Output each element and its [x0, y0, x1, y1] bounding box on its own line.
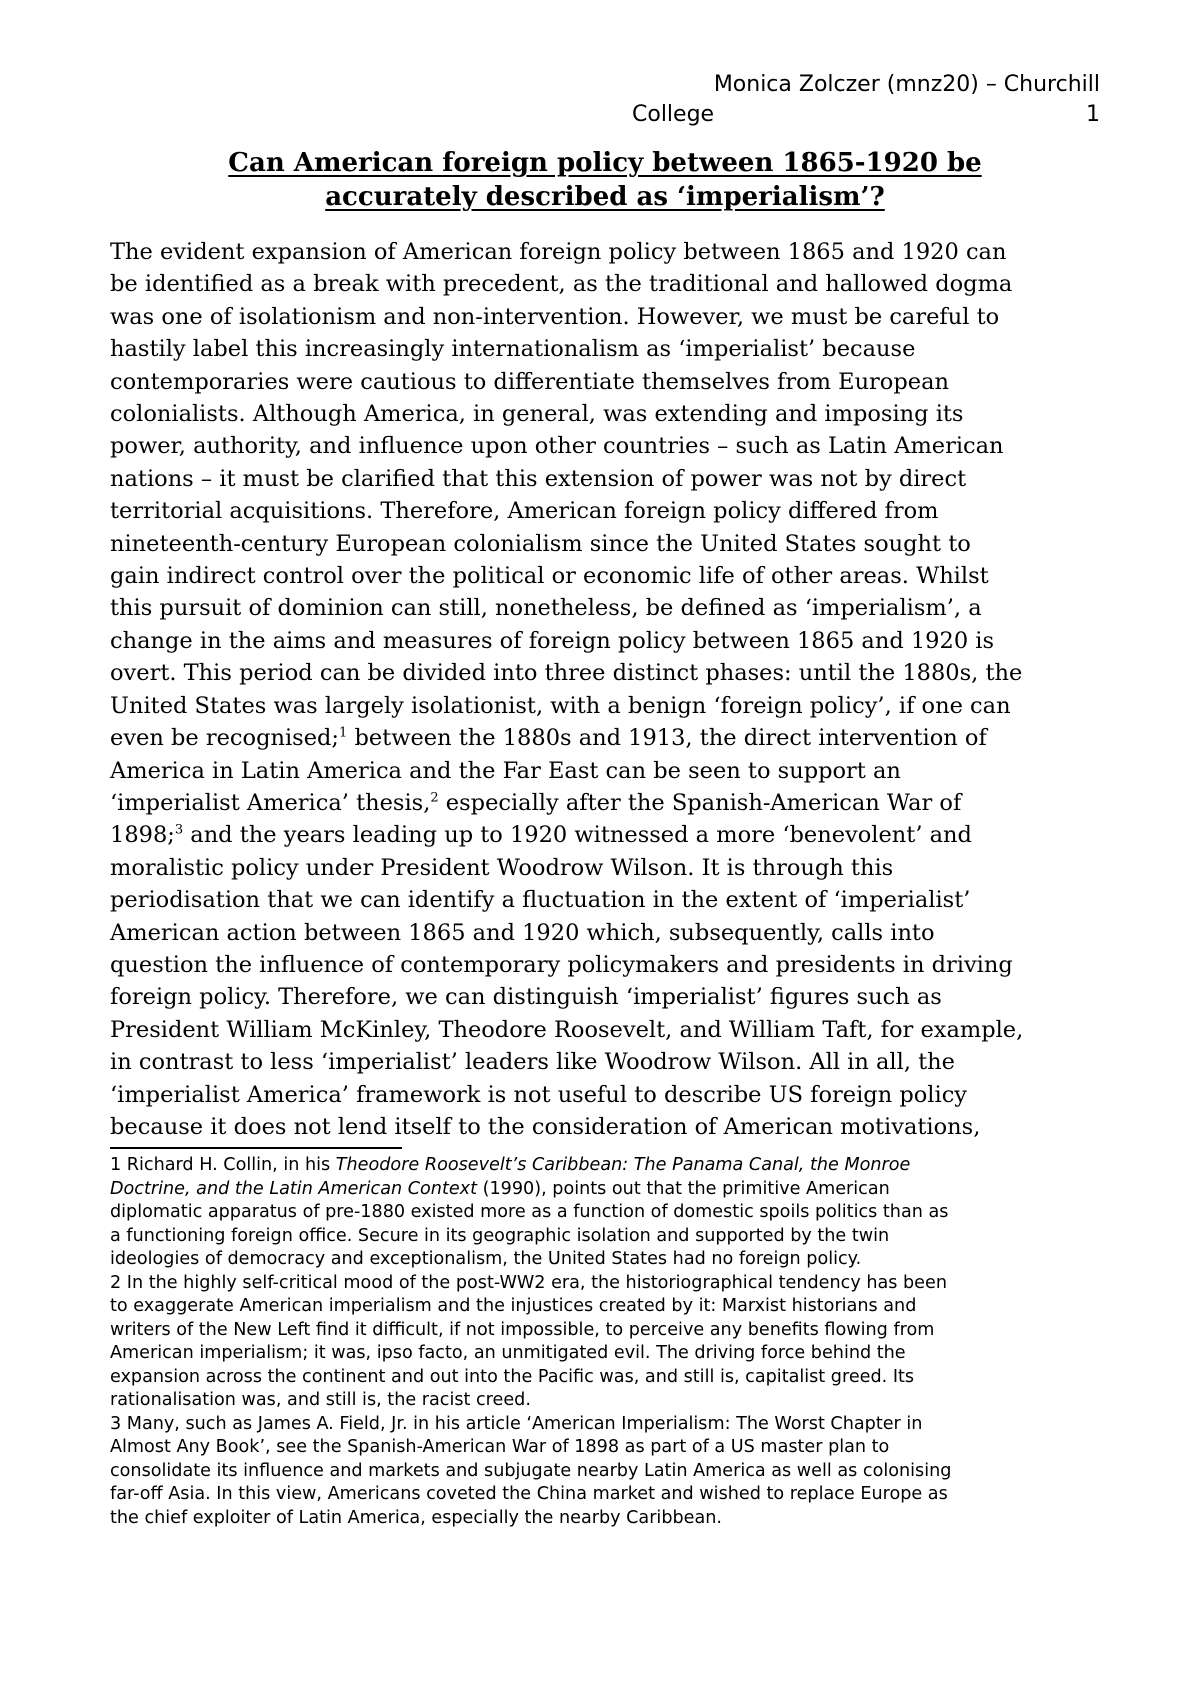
body-line: America in Latin America and the Far East can be seen to support an — [110, 757, 901, 784]
footnote-1-line: a functioning foreign office. Secure in its geographic isolation and supported by the twin — [110, 1225, 890, 1246]
header-second-line — [632, 100, 1100, 130]
title-line: Can American foreign policy between 1865-1920 be — [228, 148, 982, 178]
body-text-segment: especially after the Spanish-American War of — [438, 789, 962, 816]
body-line: this pursuit of dominion can still, nonetheless, be defined as ‘imperialism’, a — [110, 595, 982, 622]
footnote-2-line: to exaggerate American imperialism and the injustices created by it: Marxist historians and — [110, 1296, 917, 1316]
body-line: territorial acquisitions. Therefore, American foreign policy differed from — [110, 498, 939, 525]
body-line: The evident expansion of American foreign policy between 1865 and 1920 can — [110, 239, 1007, 265]
page-number: 1 — [1086, 102, 1100, 127]
body-line: hastily label this increasingly internationalism as ‘imperialist’ because — [110, 336, 916, 363]
body-line: gain indirect control over the political or economic life of other areas. Whilst — [110, 563, 989, 590]
footnote-book-title: Theodore Roosevelt’s Caribbean: The Panama Canal, the Monroe — [335, 1155, 911, 1175]
essay-title — [110, 146, 1100, 214]
footnotes — [110, 1154, 1105, 1530]
footnote-2-line: expansion across the continent and out into the Pacific was, and still is, capitalist greed. Its — [110, 1366, 915, 1387]
body-line: in contrast to less ‘imperialist’ leaders like Woodrow Wilson. All in all, the — [110, 1049, 955, 1076]
body-line: nineteenth-century European colonialism since the United States sought to — [110, 530, 971, 557]
body-line: contemporaries were cautious to differentiate themselves from European — [110, 368, 949, 395]
body-line: American action between 1865 and 1920 which, subsequently, calls into — [110, 919, 935, 946]
body-line: be identified as a break with precedent, as the traditional and hallowed dogma — [110, 271, 1013, 298]
body-line: overt. This period can be divided into three distinct phases: until the 1880s, the — [110, 660, 1023, 687]
footnote-1-line — [110, 1178, 1105, 1202]
title-line: accurately described as ‘imperialism’? — [325, 182, 885, 212]
footnote-1-line: diplomatic apparatus of pre-1880 existed more as a function of domestic spoils politics than as — [110, 1202, 949, 1222]
footnote-1-line: ideologies of democracy and exceptionalism, the United States had no foreign policy. — [110, 1249, 862, 1269]
body-line — [110, 819, 1105, 851]
header-author: Monica Zolczer (mnz20) – Churchill — [713, 72, 1100, 97]
essay-body — [110, 236, 1105, 1143]
footnote-text: 1 Richard H. Collin, in his — [110, 1155, 336, 1175]
body-text-segment: 1898; — [110, 822, 175, 849]
body-line: President William McKinley, Theodore Roosevelt, and William Taft, for example, — [110, 1016, 1024, 1043]
body-line: periodisation that we can identify a fluctuation in the extent of ‘imperialist’ — [110, 887, 971, 914]
footnote-ref-1[interactable]: 1 — [339, 725, 348, 741]
page-header — [632, 70, 1100, 130]
body-line: power, authority, and influence upon other countries – such as Latin American — [110, 433, 1004, 460]
body-line — [110, 722, 1105, 754]
footnote-2-line: American imperialism; it was, ipso facto, an unmitigated evil. The driving force behind the — [110, 1343, 906, 1363]
body-line: United States was largely isolationist, with a benign ‘foreign policy’, if one can — [110, 692, 1011, 719]
footnote-3-line: consolidate its influence and markets and subjugate nearby Latin America as well as colonising — [110, 1460, 952, 1481]
footnote-ref-3[interactable]: 3 — [174, 822, 184, 838]
body-line: was one of isolationism and non-intervention. However, we must be careful to — [110, 303, 1000, 330]
body-text-segment: between the 1880s and 1913, the direct intervention of — [347, 725, 987, 752]
footnote-3-line: the chief exploiter of Latin America, especially the nearby Caribbean. — [110, 1507, 723, 1528]
body-line: foreign policy. Therefore, we can distinguish ‘imperialist’ figures such as — [110, 984, 942, 1011]
footnote-book-title: Doctrine, and the Latin American Context — [110, 1178, 477, 1199]
footnote-3-line: 3 Many, such as James A. Field, Jr. in his article ‘American Imperialism: The Worst Chapter in — [110, 1413, 923, 1434]
footnote-separator — [110, 1147, 402, 1149]
body-line: question the influence of contemporary policymakers and presidents in driving — [110, 951, 1013, 978]
body-text-segment: and the years leading up to 1920 witnessed a more ‘benevolent’ and — [183, 822, 972, 849]
footnote-1-line — [110, 1154, 1105, 1178]
body-line: colonialists. Although America, in general, was extending and imposing its — [110, 401, 964, 428]
footnote-3-line: Almost Any Book’, see the Spanish-American War of 1898 as part of a US master plan to — [110, 1437, 890, 1457]
header-college: College — [632, 102, 715, 127]
body-line: because it does not lend itself to the consideration of American motivations, — [110, 1113, 981, 1140]
footnote-2-line: 2 In the highly self-critical mood of the post-WW2 era, the historiographical tendency has been — [110, 1272, 947, 1293]
body-line — [110, 787, 1105, 819]
body-line: moralistic policy under President Woodrow Wilson. It is through this — [110, 854, 894, 881]
body-text-segment: even be recognised; — [110, 725, 340, 752]
body-line: nations – it must be clarified that this extension of power was not by direct — [110, 465, 967, 492]
footnote-3-line: far-off Asia. In this view, Americans coveted the China market and wished to replace Europe as — [110, 1484, 948, 1504]
footnote-text: (1990), points out that the primitive American — [477, 1178, 890, 1199]
body-line: change in the aims and measures of foreign policy between 1865 and 1920 is — [110, 627, 995, 654]
footnote-ref-2[interactable]: 2 — [430, 790, 439, 806]
body-text-segment: ‘imperialist America’ thesis, — [110, 789, 431, 816]
footnote-2-line: rationalisation was, and still is, the racist creed. — [110, 1390, 531, 1410]
body-line: ‘imperialist America’ framework is not useful to describe US foreign policy — [110, 1081, 968, 1108]
footnote-2-line: writers of the New Left find it difficult, if not impossible, to perceive any benefits flowing from — [110, 1319, 935, 1340]
